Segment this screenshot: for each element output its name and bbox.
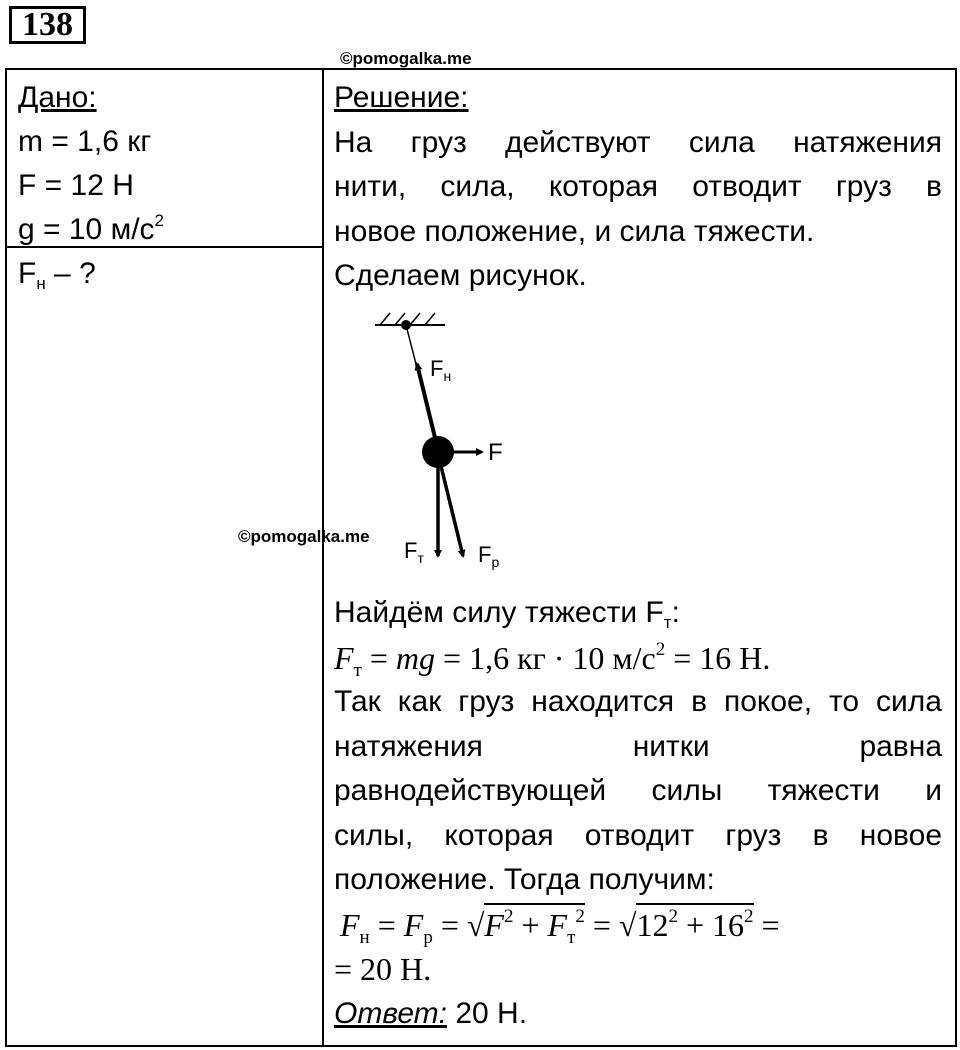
tension-equation: $F_н = F_р = √F^2 + F_т^2 = √12^2 + 16^2$ = xyxy=(334,903,942,948)
given-mass: m = 1,6 кг xyxy=(18,125,152,158)
problem-number: 138 xyxy=(9,6,86,44)
column-divider xyxy=(322,68,324,1047)
solution-intro xyxy=(334,76,942,299)
solution-text-line: натяжения нитки равна xyxy=(334,729,942,763)
answer-line: Ответ: 20 Н. xyxy=(334,996,528,1030)
force-diagram xyxy=(360,300,560,590)
ceiling-support xyxy=(375,313,445,330)
solution-text-line: новое положение, и сила тяжести. xyxy=(334,214,815,248)
watermark-middle: ©pomogalka.me xyxy=(238,527,370,546)
solution-text-line: Найдём силу тяжести $F_т$: xyxy=(334,596,680,632)
solution-text-line: Сделаем рисунок. xyxy=(334,259,587,292)
solution-text-line: Так как груз находится в покое, то сила xyxy=(334,685,942,718)
gravity-equation: $F_т$ = mg = 1,6 кг · 10 $м/с^2 = 16$ Н. xyxy=(334,638,771,681)
find-block: $F_н$ – ? xyxy=(18,257,96,293)
resultant-arrow xyxy=(440,462,463,556)
given-gravity: g = 10 $м/с^2$ xyxy=(18,211,165,246)
solution-text-line: нити, сила, которая отводит груз в xyxy=(334,170,942,203)
applied-force-label: F xyxy=(488,439,503,466)
solution-text-line: силы, которая отводит груз в новое xyxy=(334,818,942,852)
tension-result: = 20 Н. xyxy=(334,951,432,987)
solution-text-line: На груз действуют сила натяжения xyxy=(334,125,942,159)
solution-text-line: положение. Тогда получим: xyxy=(334,863,715,896)
solution-text-line: равнодействующей силы тяжести и xyxy=(334,774,942,807)
watermark-top: ©pomogalka.me xyxy=(340,49,472,68)
given-block xyxy=(18,76,164,252)
gravity-label: $F_т$ xyxy=(404,538,424,566)
given-heading: Дано: xyxy=(18,81,97,114)
given-force: F = 12 Н xyxy=(18,169,134,202)
solution-calculation xyxy=(334,591,942,1036)
solution-heading: Решение: xyxy=(334,81,469,114)
resultant-label: $F_р$ xyxy=(478,542,500,570)
tension-label: $F_н$ xyxy=(430,356,452,384)
